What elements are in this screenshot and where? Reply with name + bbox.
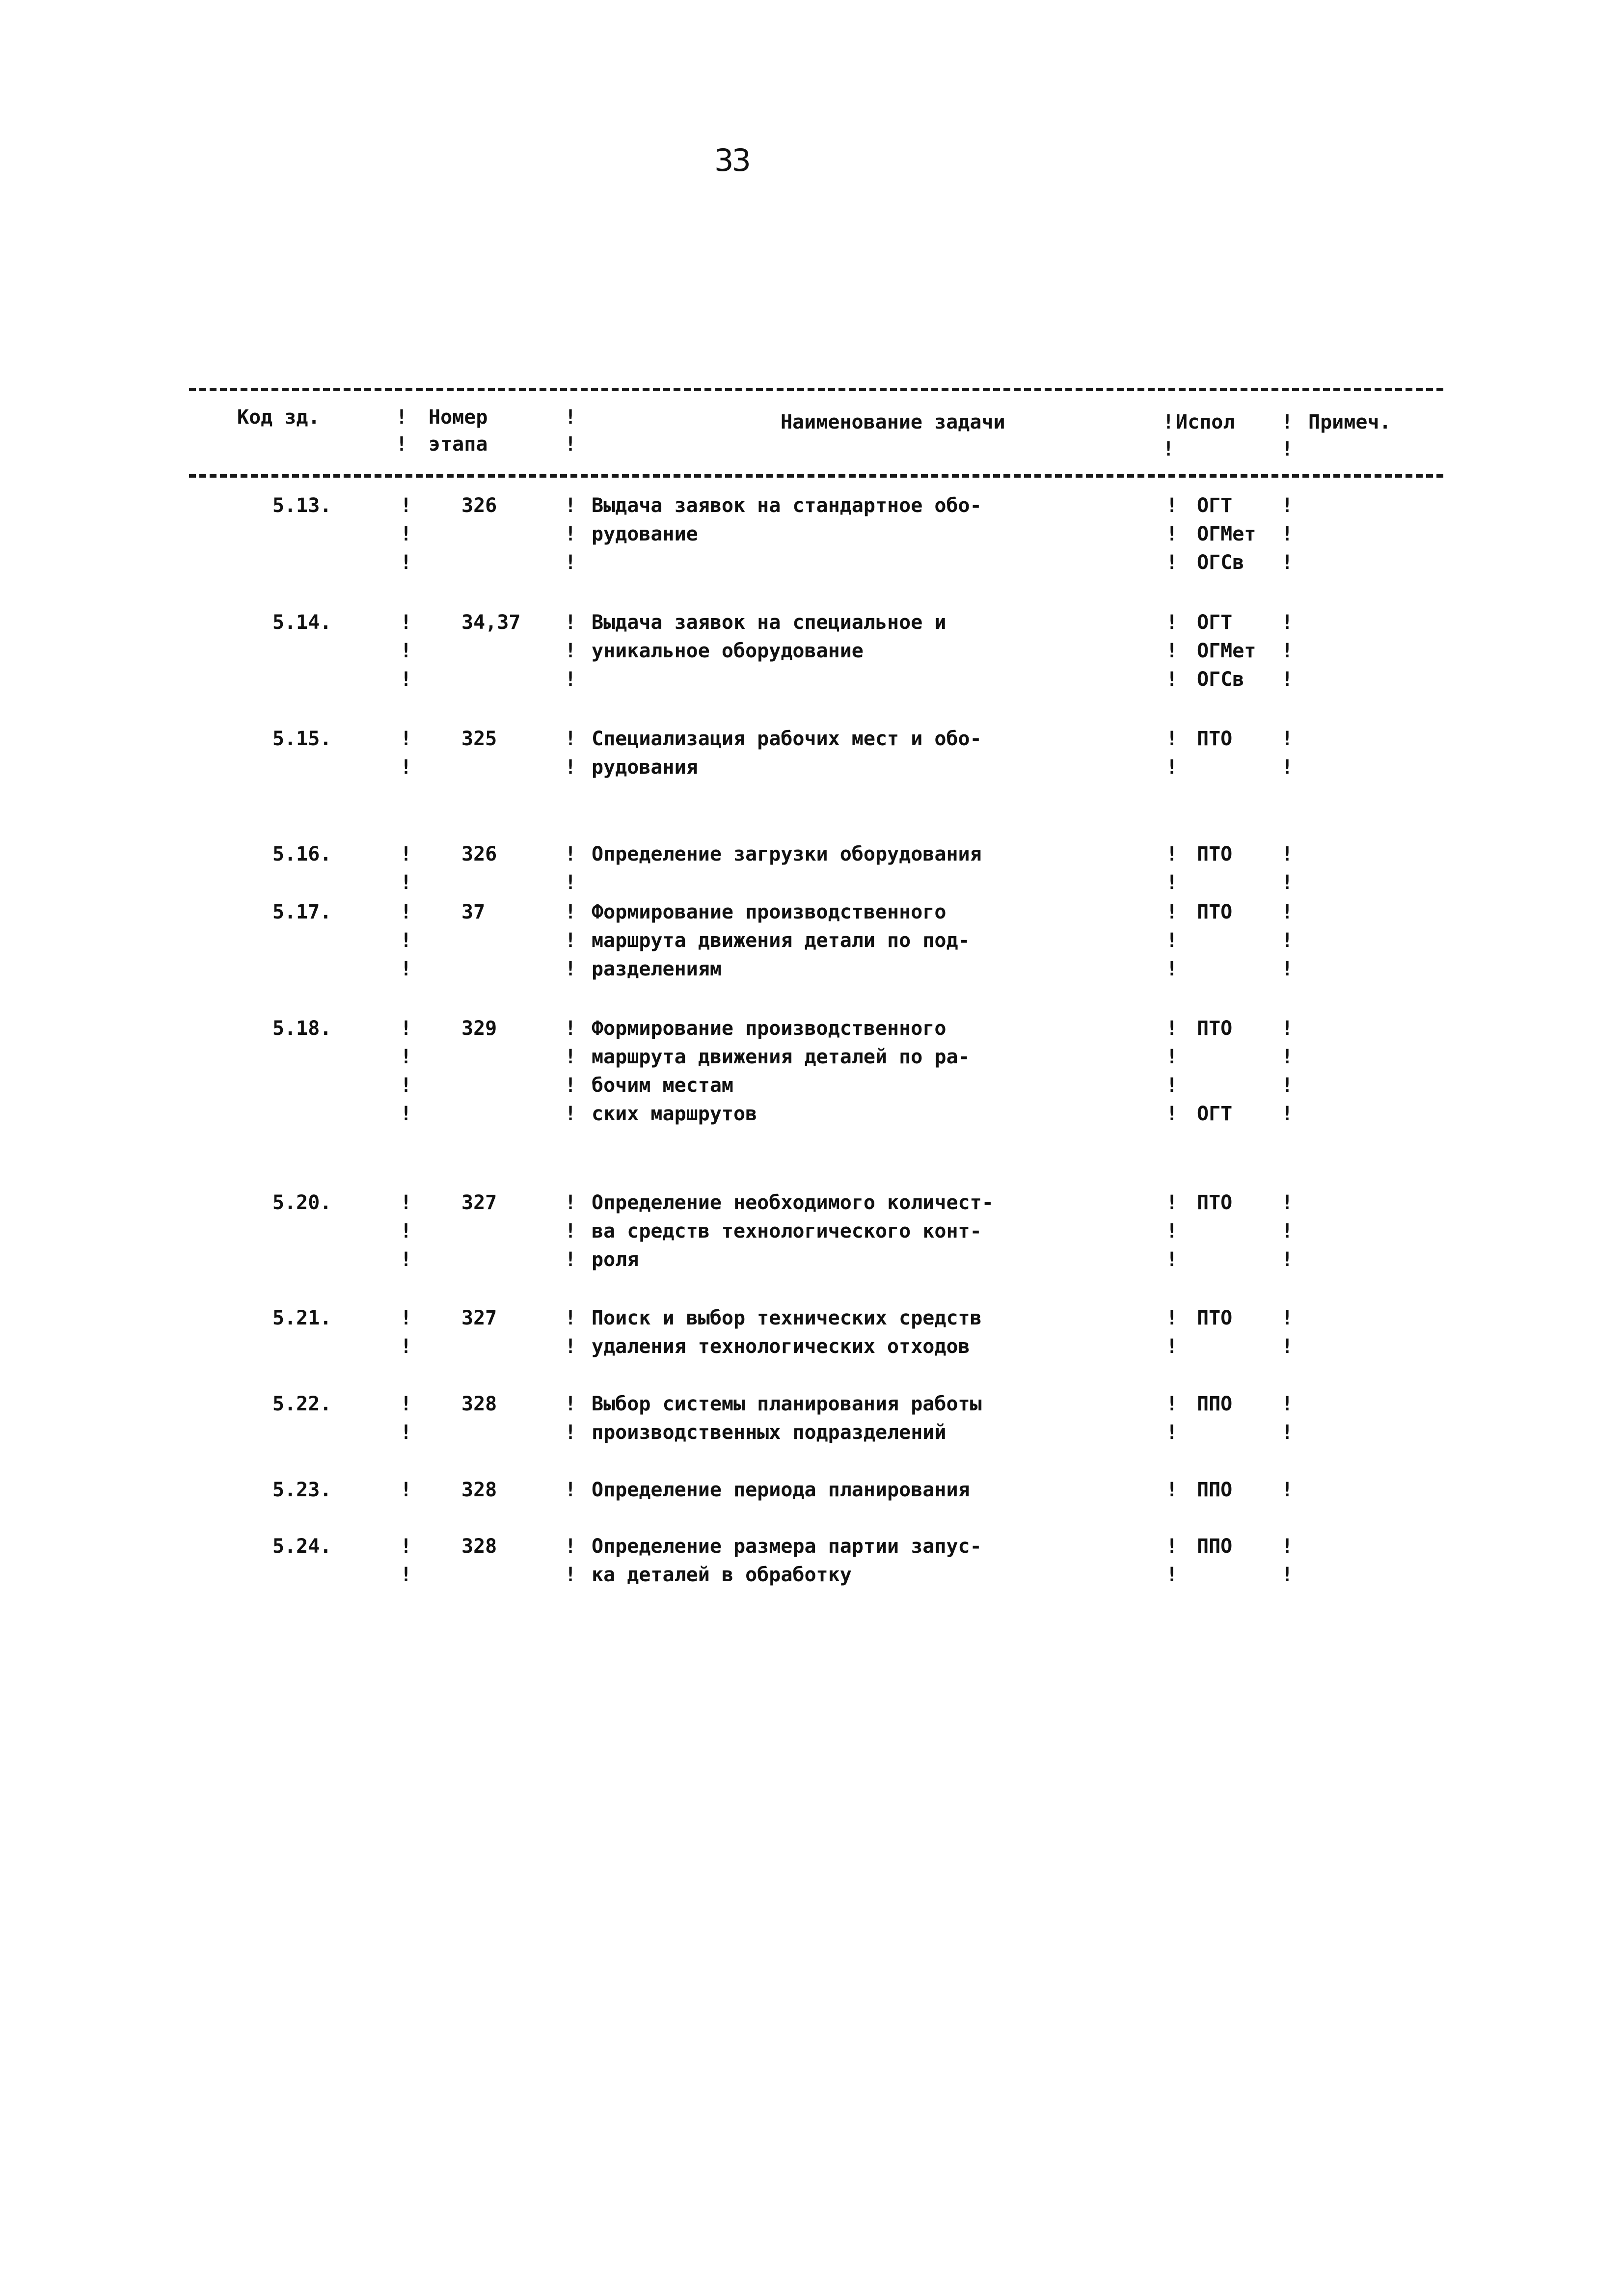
header-stage-line1: Номер [429,406,488,429]
separator: ! [1166,1535,1178,1558]
separator: ! [400,1248,412,1271]
row-executor: ПТО [1197,843,1233,865]
separator: ! [565,494,577,517]
row-description-line: Поиск и выбор технических средств [592,1307,982,1329]
separator: ! [1166,901,1178,923]
row-executor: ПТО [1197,728,1233,750]
row-code: 5.16. [272,843,332,865]
row-executor: ОГМет [1197,523,1256,545]
row-stage: 34,37 [461,611,521,634]
separator: ! [1281,1191,1294,1214]
separator: ! [565,1421,577,1444]
row-executor: ППО [1197,1393,1233,1415]
row-stage: 326 [461,843,497,865]
row-description-line: роля [592,1248,639,1271]
separator: ! [565,1535,577,1558]
row-stage: 327 [461,1307,497,1329]
row-executor: ОГСв [1197,551,1244,574]
separator: ! [565,640,577,662]
separator: ! [1281,929,1294,952]
header-executor: Испол [1176,411,1235,433]
separator: ! [1166,1421,1178,1444]
row-description-line: разделениям [592,958,722,980]
separator: ! [565,1191,577,1214]
separator: ! [565,1479,577,1501]
row-code: 5.13. [272,494,332,517]
separator: ! [565,929,577,952]
row-executor: ОГТ [1197,611,1233,634]
separator: ! [565,1074,577,1097]
separator: ! [565,728,577,750]
row-code: 5.18. [272,1017,332,1040]
separator: ! [1281,668,1294,691]
separator: ! [1281,1103,1294,1125]
separator: ! [1166,1335,1178,1358]
separator: ! [565,1307,577,1329]
separator: ! [400,843,412,865]
row-code: 5.15. [272,728,332,750]
row-executor: ПТО [1197,1017,1233,1040]
separator: ! [1281,901,1294,923]
separator: ! [400,1220,412,1243]
header-note: Примеч. [1308,411,1391,433]
row-stage: 328 [461,1393,497,1415]
separator: ! [1166,523,1178,545]
separator: ! [1166,1564,1178,1586]
separator: ! [1281,1535,1294,1558]
separator: ! [1281,523,1294,545]
row-description-line: Определение периода планирования [592,1479,970,1501]
separator: ! [1281,871,1294,894]
separator: ! [1281,1046,1294,1068]
row-description-line: маршрута движения детали по под- [592,929,970,952]
separator: ! [1166,1074,1178,1097]
separator: ! [400,929,412,952]
separator: ! [1281,640,1294,662]
separator: ! [1163,411,1175,433]
separator: ! [565,901,577,923]
separator: ! [400,871,412,894]
separator: ! [400,640,412,662]
separator: ! [400,551,412,574]
row-stage: 37 [461,901,486,923]
separator: ! [565,523,577,545]
separator: ! [1166,494,1178,517]
row-code: 5.23. [272,1479,332,1501]
separator: ! [400,523,412,545]
separator: ! [565,433,577,456]
separator: ! [1163,438,1175,460]
row-executor: ОГСв [1197,668,1244,691]
separator: ! [565,551,577,574]
row-description-line: Выбор системы планирования работы [592,1393,982,1415]
separator: ! [1166,1046,1178,1068]
row-description-line: ва средств технологического конт- [592,1220,982,1243]
separator: ! [565,1046,577,1068]
separator: ! [1166,958,1178,980]
separator: ! [400,958,412,980]
separator: ! [1166,1479,1178,1501]
separator: ! [400,1103,412,1125]
separator: ! [400,1479,412,1501]
table-header-rule [189,474,1443,478]
separator: ! [1166,843,1178,865]
separator: ! [1281,1307,1294,1329]
separator: ! [1281,728,1294,750]
separator: ! [565,1248,577,1271]
separator: ! [1281,1335,1294,1358]
separator: ! [565,1220,577,1243]
separator: ! [1166,728,1178,750]
header-name: Наименование задачи [781,411,1005,433]
separator: ! [1281,1421,1294,1444]
separator: ! [1281,551,1294,574]
separator: ! [565,871,577,894]
table-top-rule [189,388,1443,391]
row-stage: 327 [461,1191,497,1214]
separator: ! [1281,1479,1294,1501]
separator: ! [565,756,577,779]
row-description-line: удаления технологических отходов [592,1335,970,1358]
separator: ! [400,611,412,634]
row-description-line: рудования [592,756,698,779]
separator: ! [400,1191,412,1214]
separator: ! [1166,1017,1178,1040]
row-executor: ОГМет [1197,640,1256,662]
separator: ! [396,433,408,456]
separator: ! [1281,756,1294,779]
row-code: 5.17. [272,901,332,923]
separator: ! [565,1393,577,1415]
separator: ! [1166,871,1178,894]
row-description-line: рудование [592,523,698,545]
separator: ! [1166,640,1178,662]
separator: ! [565,1017,577,1040]
separator: ! [1281,958,1294,980]
separator: ! [1166,668,1178,691]
separator: ! [1281,1017,1294,1040]
separator: ! [1281,494,1294,517]
header-code: Код зд. [237,406,320,429]
row-executor: ПТО [1197,1307,1233,1329]
row-description-line: Специализация рабочих мест и обо- [592,728,982,750]
separator: ! [1281,411,1294,433]
row-code: 5.21. [272,1307,332,1329]
separator: ! [1166,1248,1178,1271]
row-code: 5.14. [272,611,332,634]
separator: ! [400,756,412,779]
row-description-line: Формирование производственного [592,901,947,923]
separator: ! [396,406,408,429]
separator: ! [1281,1564,1294,1586]
row-description-line: Выдача заявок на специальное и [592,611,947,634]
row-executor: ПТО [1197,901,1233,923]
row-description-line: ских маршрутов [592,1103,757,1125]
separator: ! [400,494,412,517]
row-description-line: производственных подразделений [592,1421,947,1444]
separator: ! [1166,756,1178,779]
separator: ! [1281,1074,1294,1097]
row-description-line: бочим местам [592,1074,733,1097]
separator: ! [1281,438,1294,460]
separator: ! [400,1335,412,1358]
separator: ! [400,728,412,750]
row-executor: ОГТ [1197,494,1233,517]
row-code: 5.22. [272,1393,332,1415]
separator: ! [1166,611,1178,634]
header-stage-line2: этапа [429,433,488,456]
separator: ! [1166,929,1178,952]
separator: ! [565,1103,577,1125]
separator: ! [1166,1191,1178,1214]
separator: ! [400,1307,412,1329]
page-number: 33 [714,142,749,178]
row-description-line: маршрута движения деталей по ра- [592,1046,970,1068]
separator: ! [400,668,412,691]
separator: ! [400,1046,412,1068]
separator: ! [1166,1393,1178,1415]
separator: ! [565,668,577,691]
separator: ! [1281,1393,1294,1415]
separator: ! [400,1017,412,1040]
row-description-line: ка деталей в обработку [592,1564,852,1586]
separator: ! [400,1393,412,1415]
row-description-line: Определение загрузки оборудования [592,843,982,865]
separator: ! [565,1564,577,1586]
row-description-line: уникальное оборудование [592,640,864,662]
separator: ! [1281,843,1294,865]
separator: ! [565,843,577,865]
separator: ! [1281,611,1294,634]
separator: ! [400,901,412,923]
separator: ! [565,611,577,634]
row-code: 5.24. [272,1535,332,1558]
separator: ! [1166,1220,1178,1243]
row-stage: 325 [461,728,497,750]
separator: ! [400,1535,412,1558]
separator: ! [1166,1307,1178,1329]
row-executor: ППО [1197,1535,1233,1558]
separator: ! [1281,1248,1294,1271]
separator: ! [1166,1103,1178,1125]
separator: ! [1281,1220,1294,1243]
separator: ! [565,406,577,429]
separator: ! [1166,551,1178,574]
row-stage: 328 [461,1479,497,1501]
separator: ! [565,958,577,980]
row-stage: 326 [461,494,497,517]
row-description-line: Определение размера партии запус- [592,1535,982,1558]
row-description-line: Выдача заявок на стандартное обо- [592,494,982,517]
row-description-line: Формирование производственного [592,1017,947,1040]
separator: ! [400,1074,412,1097]
row-stage: 329 [461,1017,497,1040]
row-executor: ППО [1197,1479,1233,1501]
separator: ! [400,1421,412,1444]
row-code: 5.20. [272,1191,332,1214]
row-executor: ОГТ [1197,1103,1233,1125]
separator: ! [565,1335,577,1358]
separator: ! [400,1564,412,1586]
row-stage: 328 [461,1535,497,1558]
row-executor: ПТО [1197,1191,1233,1214]
row-description-line: Определение необходимого количест- [592,1191,994,1214]
